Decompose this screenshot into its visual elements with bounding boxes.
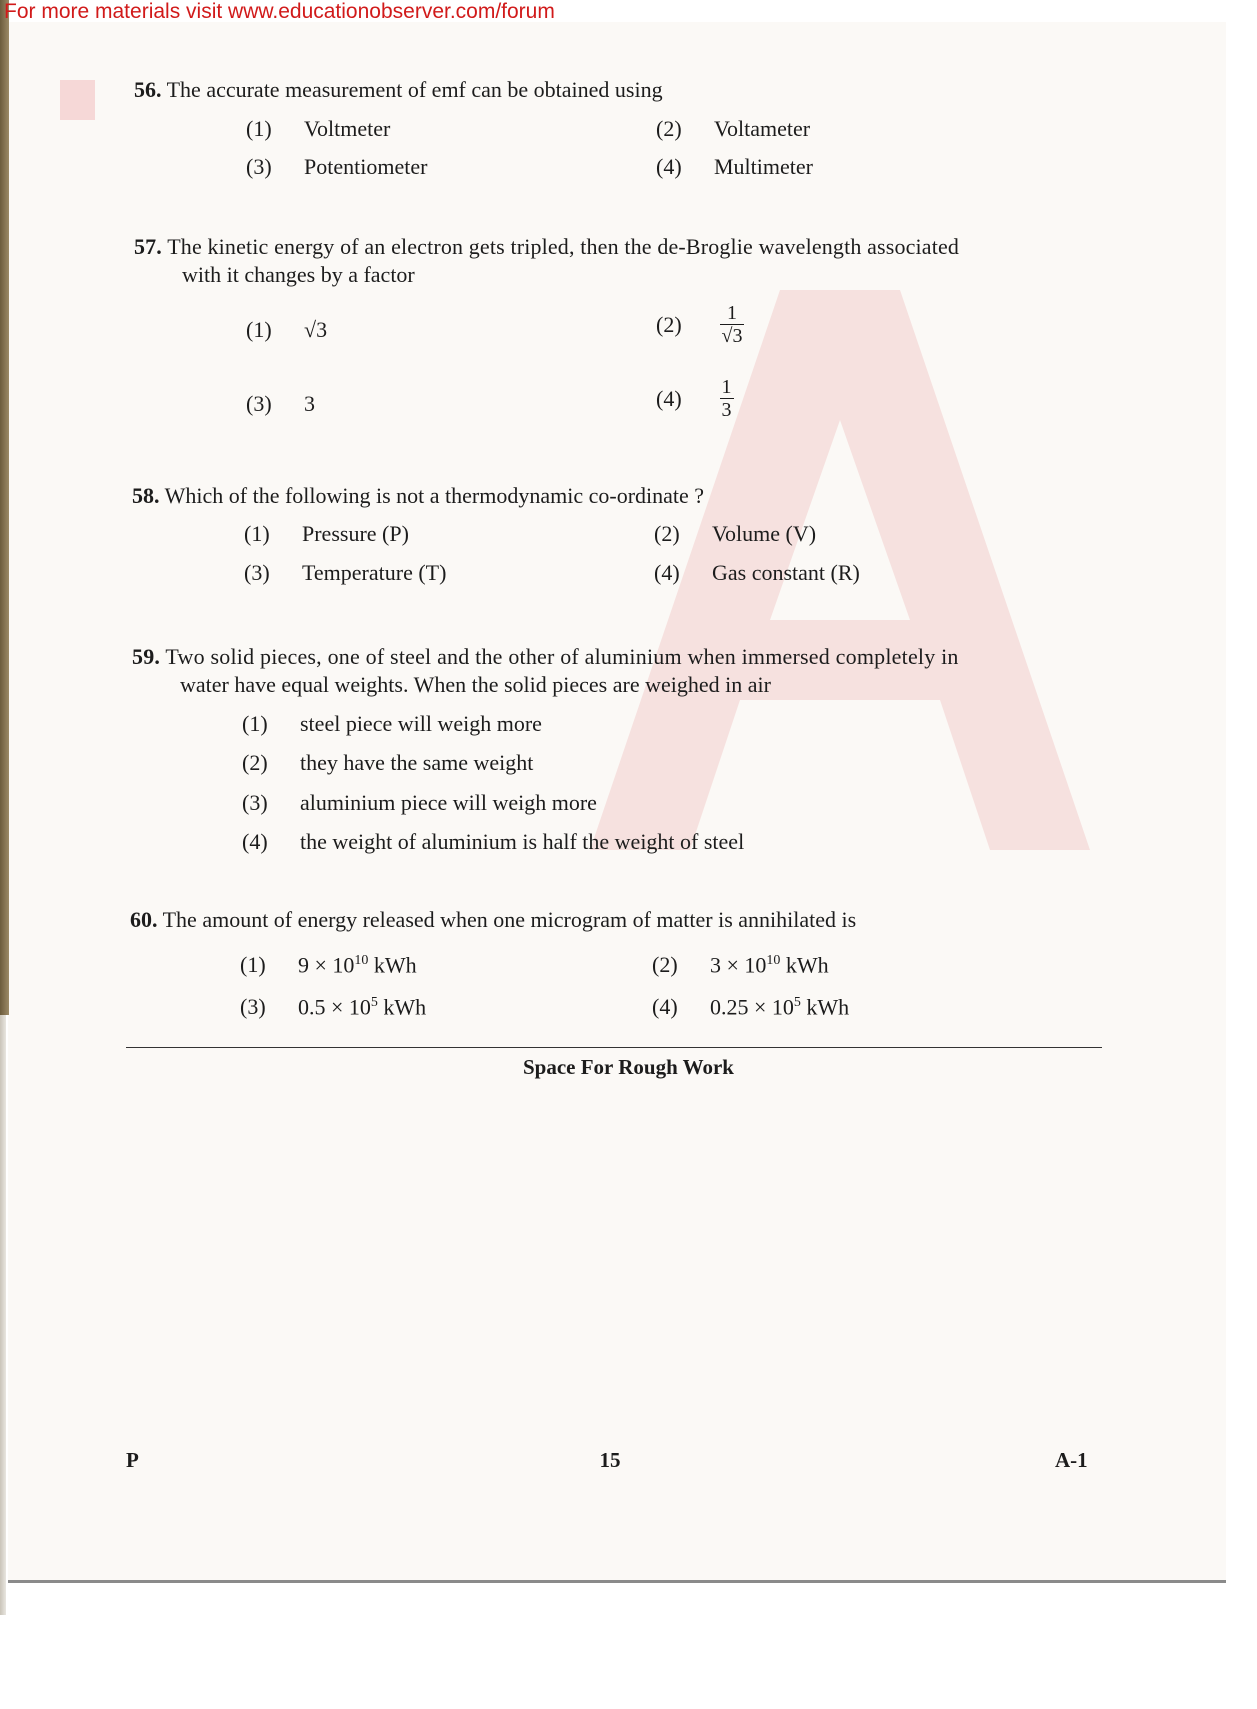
question-number: 59.: [132, 644, 161, 669]
question-number: 58.: [132, 483, 160, 508]
question-number: 56.: [134, 77, 162, 102]
footer-left: P: [126, 1448, 139, 1472]
question-text-line1: Two solid pieces, one of steel and the other of aluminium when immersed completely in: [165, 644, 959, 669]
question-59-line2: water have equal weights. When the solid pieces are weighed in air: [180, 672, 771, 697]
option-60-4[interactable]: (4) $0.25 \times 10^5$ kWh: [652, 994, 850, 1020]
option-59-2[interactable]: (2) they have the same weight: [242, 750, 534, 775]
option-58-2[interactable]: (2) Volume (V): [654, 521, 817, 546]
footer-right: A-1: [1055, 1448, 1088, 1472]
question-text-line1: The kinetic energy of an electron gets tripled, then the de-Broglie wavelength associated: [167, 234, 960, 259]
option-58-1[interactable]: (1) Pressure (P): [244, 521, 409, 546]
option-56-3[interactable]: (3) Potentiometer: [246, 154, 428, 179]
question-60: [130, 906, 856, 934]
page-number: 15: [599, 1448, 621, 1472]
option-57-4[interactable]: (4) $\frac{1}{3}$: [656, 376, 732, 421]
option-57-3[interactable]: (3) 3: [246, 391, 315, 416]
option-58-3[interactable]: (3) Temperature (T): [244, 560, 447, 585]
rough-work-label: Space For Rough Work: [522, 1055, 734, 1079]
question-number: 60.: [130, 907, 158, 932]
option-56-4[interactable]: (4) Multimeter: [656, 154, 813, 179]
scan-edge-lower: [0, 1015, 6, 1615]
question-59: [132, 643, 959, 671]
fraction: $\frac{1}{3}$: [721, 376, 732, 421]
question-58: [132, 482, 704, 510]
rough-work-divider: [126, 1047, 1102, 1048]
option-56-1[interactable]: (1) Voltmeter: [246, 116, 391, 141]
option-58-4[interactable]: (4) Gas constant (R): [654, 560, 860, 585]
option-57-2[interactable]: (2) $\frac{1}{√3}$: [656, 302, 743, 347]
question-text: The amount of energy released when one microgram of matter is annihilated is: [162, 907, 857, 932]
question-56: [134, 76, 663, 104]
scan-edge: [0, 0, 9, 1015]
option-59-4[interactable]: (4) the weight of aluminium is half the weight of steel: [242, 829, 745, 854]
question-57-line2: with it changes by a factor: [182, 262, 415, 287]
option-60-2[interactable]: (2) $3 \times 10^{10}$ kWh: [652, 952, 829, 978]
option-56-2[interactable]: (2) Voltameter: [656, 116, 811, 141]
scan-smudge: [60, 80, 95, 120]
question-number: 57.: [134, 234, 162, 259]
option-60-3[interactable]: (3) $0.5 \times 10^5$ kWh: [240, 994, 427, 1020]
option-60-1[interactable]: (1) $9 \times 10^{10}$ kWh: [240, 952, 417, 978]
question-57: [134, 233, 959, 261]
question-text: Which of the following is not a thermodynamic co-ordinate ?: [164, 483, 705, 508]
source-banner[interactable]: For more materials visit www.educationobserver.com/forum: [4, 0, 555, 23]
question-text: The accurate measurement of emf can be obtained using: [166, 77, 663, 102]
option-57-1[interactable]: (1) √3: [246, 317, 328, 342]
option-59-3[interactable]: (3) aluminium piece will weigh more: [242, 790, 597, 815]
fraction: $\frac{1}{√3}$: [721, 302, 743, 347]
option-59-1[interactable]: (1) steel piece will weigh more: [242, 711, 542, 736]
